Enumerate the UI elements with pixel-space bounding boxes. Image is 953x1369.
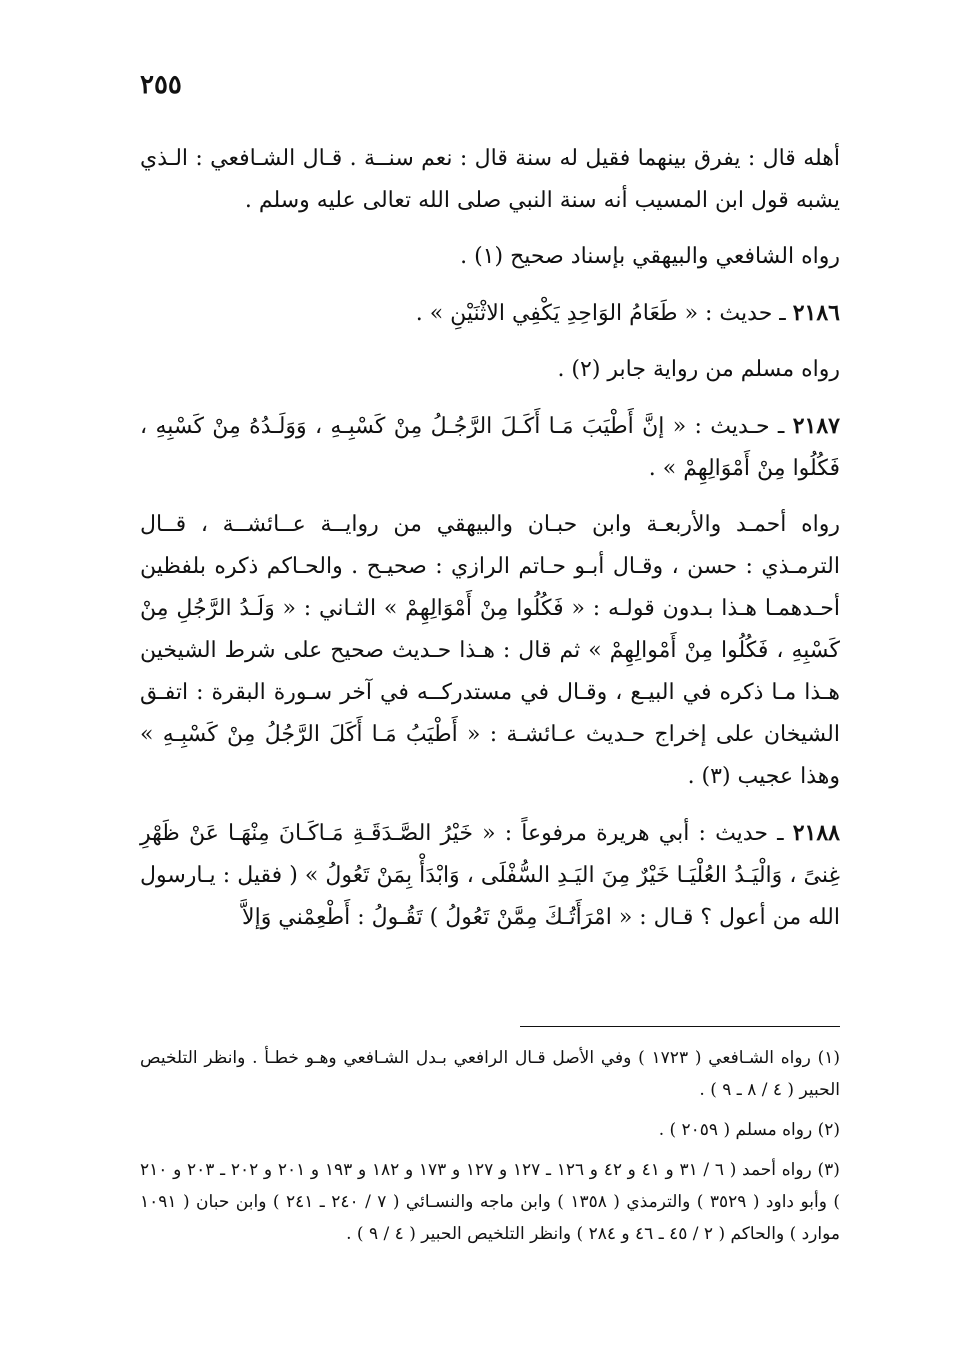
footnote: (٣) رواه أحمد ( ٦ / ٣١ و ٤١ و ٤٢ و ١٢٦ ـ ١٢٧ و ١٢٧ و ١٧٣ و ١٨٢ و ١٩٣ و ٢٠١ و ٢٠٢ ـ ٢٠٣ و ٢١٠ ) وأبو داود ( ٣٥٢٩ ) والترمذي ( ١٣٥٨ ) وابن ماجه والنسـائي ( ٧ / ٢٤٠ ـ ٢٤١ ) وابن حبان ( ١٠٩١ موارد ) والحاكم ( ٢ / ٤٥ ـ ٤٦ و ٢٨٤ ) وانظر التلخيص الحبير ( ٤ / ٩ ) .: [140, 1160, 840, 1244]
main-text: [140, 138, 840, 953]
paragraph-text: أهله قال : يفرق بينهما فقيل له سنة قال : نعم سنــة . قـال الشـافعي : الـذي يشبه قول ابن المسيب أنه سنة النبي صلى الله تعالى عليه وسلم .: [140, 146, 840, 213]
footnote-divider: [520, 1026, 840, 1027]
hadith-number: ٢١٨٧: [792, 413, 840, 439]
footnotes: [140, 1042, 840, 1258]
paragraph: [140, 236, 840, 278]
paragraph-text: رواه مسلم من رواية جابر (٢) .: [557, 357, 840, 382]
paragraph-text: ـ حديث : « طَعَامُ الوَاحِدِ يَكْفِي الاثْنَيْنِ » .: [415, 301, 793, 326]
hadith-number: ٢١٨٨: [792, 820, 840, 846]
paragraph: [140, 504, 840, 798]
hadith-paragraph: [140, 292, 840, 335]
page-number: ٢٥٥: [140, 70, 182, 100]
hadith-paragraph: [140, 405, 840, 490]
paragraph-text: رواه الشافعي والبيهقي بإسناد صحيح (١) .: [460, 244, 840, 269]
hadith-paragraph: [140, 812, 840, 939]
paragraph-text: ـ حديث : أبي هريرة مرفوعاً : « خَيْرُ الصَّـدَقَـةِ مَـاكَـانَ مِنْهَـا عَنْ ظَهْرِ غِنىً ، وَالْيَـدُ العُلْيَـا خَيْرٌ مِنَ اليَـدِ السُّفْلَى ، وَابْدَأْ بِمَنْ تَعُولُ » ( فقيل : يـارسول الله من أعول ؟ قـال : « امْرَأَتُـكَ مِمَّنْ تَعُولُ ) تَقُـولُ : أَطْعِمْني وَإلاَّ: [140, 821, 840, 930]
paragraph-text: ـ حـديث : « إنَّ أَطْيَبَ مَـا أَكَـلَ الرَّجُـلُ مِنْ كَسْبِـهِ ، وَوَلَـدُهُ مِنْ كَسْبِهِ ، فَكُلُوا مِنْ أَمْوَالِهِمْ » .: [140, 414, 840, 481]
hadith-number: ٢١٨٦: [792, 300, 840, 326]
paragraph-text: رواه أحمـد والأربعـة وابن حبـان والبيهقي من روايــة عــائشــة ، قــال الترمـذي : حسن ، وقـال أبـو حـاتم الرازي : صحيـح . والحـاكم ذكره بلفظين أحـدهمـا هـذا بـدون قولـه : « فَكُلُوا مِنْ أَمْوَالِهِمْ » الثـاني : « وَلَـدُ الرَّجُلِ مِنْ كَسْبِهِ ، فَكُلُوا مِنْ أَمْوالِهِمْ » ثم قال : هـذا حـديث صحيح على شرط الشيخين هـذا مـا ذكره في البيـع ، وقـال في مستدركــه في آخر سـورة البقرة : اتفـق الشيخان على إخراج حـديث عـائشـة : « أَطْيَبُ مَـا أَكَلَ الرَّجُلُ مِنْ كَسْبِـهِ » وهذا عجيب (٣) .: [140, 512, 840, 789]
footnote: (٢) رواه مسلم ( ٢٠٥٩ ) .: [658, 1120, 840, 1140]
paragraph: [140, 138, 840, 222]
footnote: (١) رواه الشـافعي ( ١٧٢٣ ) وفي الأصل قـال الرافعي بـدل الشـافعي وهـو خطـأ . وانظر التلخيص الحبير ( ٤ / ٨ ـ ٩ ) .: [140, 1048, 840, 1100]
paragraph: [140, 349, 840, 391]
